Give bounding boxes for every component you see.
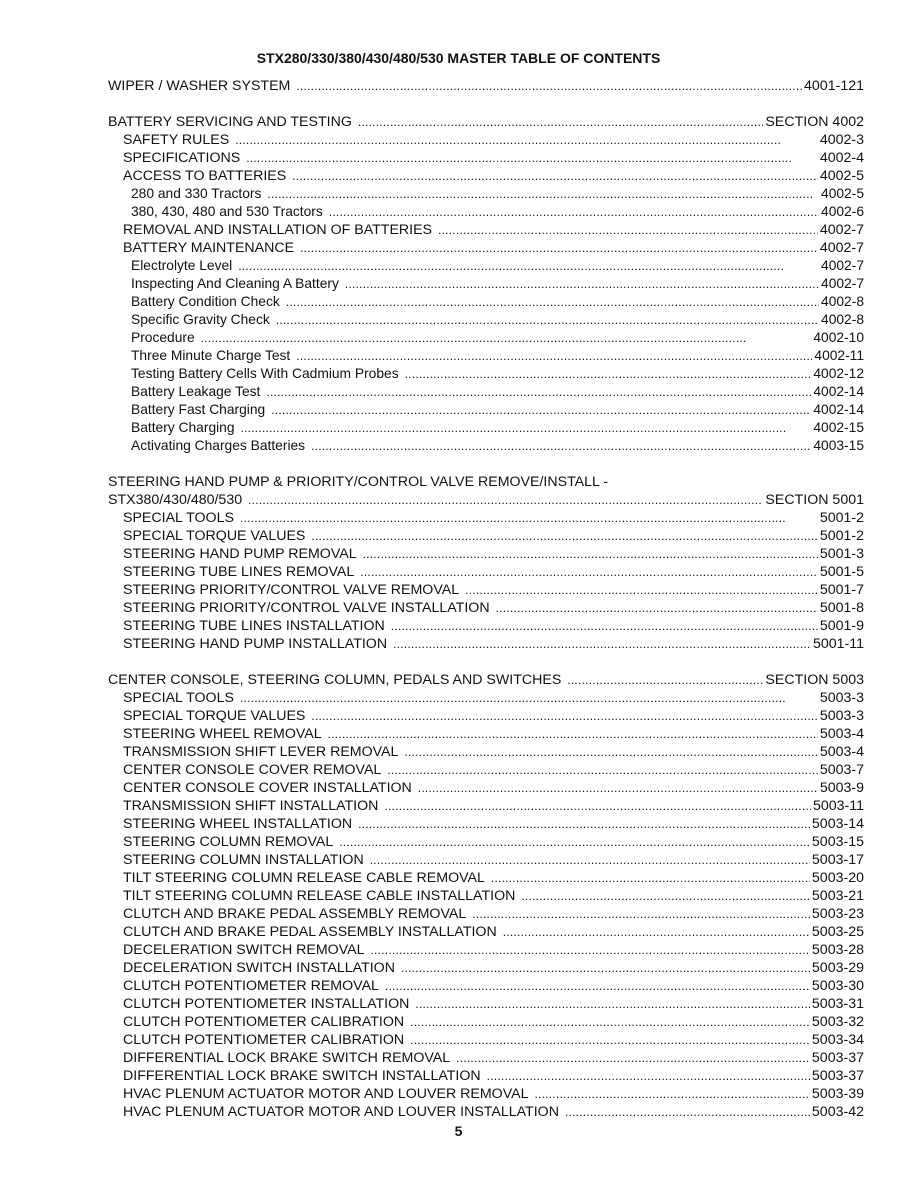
dot-leader [418, 779, 818, 797]
toc-entry[interactable] [108, 419, 864, 437]
toc-entry-page: 5003-23 [811, 906, 864, 922]
dot-leader [345, 275, 819, 293]
toc-entry-page: 5001-8 [819, 600, 864, 616]
toc-entry-page: 5003-17 [811, 852, 864, 868]
toc-entry-label: Procedure [131, 330, 195, 345]
toc-entry-page: 5003-15 [811, 834, 864, 850]
toc-entry[interactable] [108, 779, 864, 797]
toc-entry[interactable] [108, 941, 864, 959]
section-page-ref: SECTION 5003 [765, 672, 864, 688]
dot-leader [235, 131, 818, 149]
toc-entry-page: 4002-10 [813, 330, 864, 345]
toc-entry-page: 4002-3 [819, 132, 864, 148]
toc-entry[interactable] [108, 401, 864, 419]
toc-entry-page: 5001-2 [819, 528, 864, 544]
dot-leader [565, 1103, 810, 1121]
toc-entry[interactable] [108, 1085, 864, 1103]
toc-entry-page: 4002-14 [813, 384, 864, 399]
toc-entry[interactable] [108, 959, 864, 977]
toc-entry-label: STEERING COLUMN INSTALLATION [123, 852, 364, 868]
toc-entry[interactable] [108, 923, 864, 941]
toc-entry-label: REMOVAL AND INSTALLATION OF BATTERIES [123, 222, 433, 238]
dot-leader [296, 347, 812, 365]
dot-leader [339, 833, 810, 851]
toc-entry-page: 4002-5 [819, 168, 864, 184]
toc-entry-label: Specific Gravity Check [131, 312, 270, 327]
toc-entry-label: Testing Battery Cells With Cadmium Probes [131, 366, 399, 381]
toc-entry-label: Electrolyte Level [131, 258, 233, 273]
toc-entry[interactable] [108, 383, 864, 401]
toc-section [108, 113, 864, 455]
toc-entry-label: ACCESS TO BATTERIES [123, 168, 287, 184]
section-heading-label: CENTER CONSOLE, STEERING COLUMN, PEDALS AND SWITCHES [108, 672, 562, 688]
toc-entry-page: 5003-25 [811, 924, 864, 940]
toc-entry-page: 5003-11 [812, 798, 864, 814]
toc-entry[interactable] [108, 995, 864, 1013]
table-of-contents [108, 77, 864, 1121]
toc-section [108, 671, 864, 1121]
toc-section [108, 77, 864, 95]
dot-leader [487, 1067, 810, 1085]
toc-entry-label: HVAC PLENUM ACTUATOR MOTOR AND LOUVER INSTALLATION [123, 1104, 559, 1120]
dot-leader [201, 329, 812, 347]
toc-entry-page: 5003-30 [811, 978, 864, 994]
toc-entry-label: TRANSMISSION SHIFT LEVER REMOVAL [123, 744, 399, 760]
toc-entry-page: 5003-29 [811, 960, 864, 976]
section-heading[interactable] [108, 491, 864, 509]
toc-entry[interactable] [108, 293, 864, 311]
toc-entry[interactable] [108, 869, 864, 887]
toc-entry-page: 5003-9 [819, 780, 864, 796]
dot-leader [360, 563, 818, 581]
toc-entry-label: BATTERY MAINTENANCE [123, 240, 295, 256]
section-heading[interactable] [108, 113, 864, 131]
toc-entry[interactable] [108, 581, 864, 599]
section-heading-label: STX380/430/480/530 [108, 492, 243, 508]
toc-entry-page: 4002-5 [821, 186, 864, 201]
toc-entry-label: CLUTCH POTENTIOMETER CALIBRATION [123, 1014, 405, 1030]
toc-entry-page: 5003-21 [811, 888, 864, 904]
toc-entry[interactable] [108, 905, 864, 923]
dot-leader [248, 491, 763, 509]
toc-entry-page: 5003-4 [819, 726, 864, 742]
toc-entry-page: 5001-7 [819, 582, 864, 598]
toc-entry[interactable] [108, 275, 864, 293]
toc-entry[interactable] [108, 149, 864, 167]
toc-entry[interactable] [108, 761, 864, 779]
dot-leader [496, 599, 818, 617]
toc-entry[interactable] [108, 1067, 864, 1085]
toc-entry-label: TILT STEERING COLUMN RELEASE CABLE INSTALLATION [123, 888, 516, 904]
toc-entry-page: 4002-8 [821, 294, 864, 309]
toc-entry[interactable] [108, 329, 864, 347]
dot-leader [401, 959, 810, 977]
section-page-ref: 4001-121 [804, 78, 864, 94]
toc-entry-label: SPECIAL TORQUE VALUES [123, 708, 306, 724]
toc-entry-page: 4002-15 [813, 420, 864, 435]
toc-entry[interactable] [108, 509, 864, 527]
toc-entry-page: 5001-3 [819, 546, 864, 562]
toc-section [108, 473, 864, 653]
dot-leader [246, 149, 818, 167]
dot-leader [410, 1031, 810, 1049]
toc-entry[interactable] [108, 1031, 864, 1049]
dot-leader [405, 365, 812, 383]
toc-entry-page: 4003-15 [813, 438, 864, 453]
dot-leader [370, 941, 809, 959]
dot-leader [393, 635, 811, 653]
dot-leader [521, 887, 810, 905]
toc-entry-label: SPECIAL TORQUE VALUES [123, 528, 306, 544]
toc-entry-page: 4002-6 [821, 204, 864, 219]
toc-entry[interactable] [108, 257, 864, 275]
toc-entry[interactable] [108, 365, 864, 383]
toc-entry[interactable] [108, 977, 864, 995]
dot-leader [534, 1085, 809, 1103]
toc-entry[interactable] [108, 725, 864, 743]
toc-entry-label: 380, 430, 480 and 530 Tractors [131, 204, 323, 219]
toc-entry-label: DECELERATION SWITCH INSTALLATION [123, 960, 395, 976]
toc-entry-label: CENTER CONSOLE COVER INSTALLATION [123, 780, 412, 796]
toc-entry[interactable] [108, 815, 864, 833]
dot-leader [296, 77, 802, 95]
toc-entry-label: CLUTCH POTENTIOMETER INSTALLATION [123, 996, 410, 1012]
dot-leader [415, 995, 810, 1013]
toc-entry-page: 5003-34 [811, 1032, 864, 1048]
toc-entry-label: STEERING TUBE LINES REMOVAL [123, 564, 355, 580]
toc-entry-label: Battery Charging [131, 420, 235, 435]
toc-entry[interactable] [108, 797, 864, 815]
toc-entry-page: 5003-42 [811, 1104, 864, 1120]
toc-entry-label: Three Minute Charge Test [131, 348, 291, 363]
dot-leader [266, 383, 811, 401]
dot-leader [286, 293, 819, 311]
dot-leader [311, 707, 817, 725]
toc-entry-label: Battery Fast Charging [131, 402, 266, 417]
dot-leader [300, 239, 818, 257]
dot-leader [404, 743, 817, 761]
toc-entry[interactable] [108, 743, 864, 761]
toc-entry-label: STEERING HAND PUMP REMOVAL [123, 546, 357, 562]
toc-entry-label: CLUTCH AND BRAKE PEDAL ASSEMBLY REMOVAL [123, 906, 467, 922]
toc-entry-label: SAFETY RULES [123, 132, 230, 148]
section-heading-label: BATTERY SERVICING AND TESTING [108, 114, 352, 130]
toc-entry-label: STEERING HAND PUMP INSTALLATION [123, 636, 388, 652]
toc-entry-label: Battery Leakage Test [131, 384, 261, 399]
toc-entry[interactable] [108, 239, 864, 257]
toc-entry-label: DIFFERENTIAL LOCK BRAKE SWITCH INSTALLATION [123, 1068, 481, 1084]
toc-entry-page: 4002-7 [821, 276, 864, 291]
toc-entry-page: 4002-12 [813, 366, 864, 381]
toc-entry-label: SPECIFICATIONS [123, 150, 241, 166]
toc-entry[interactable] [108, 1013, 864, 1031]
toc-entry-label: SPECIAL TOOLS [123, 510, 234, 526]
section-page-ref: SECTION 5001 [765, 492, 864, 508]
toc-entry-page: 5003-39 [811, 1086, 864, 1102]
section-heading[interactable] [108, 77, 864, 95]
toc-entry[interactable] [108, 167, 864, 185]
section-heading[interactable] [108, 671, 864, 689]
dot-leader [567, 671, 763, 689]
toc-entry-label: STEERING WHEEL INSTALLATION [123, 816, 353, 832]
toc-entry[interactable] [108, 851, 864, 869]
toc-entry-page: 5001-11 [812, 636, 864, 652]
toc-entry-label: STEERING COLUMN REMOVAL [123, 834, 334, 850]
toc-entry[interactable] [108, 689, 864, 707]
toc-entry-page: 5003-37 [811, 1050, 864, 1066]
toc-entry[interactable] [108, 563, 864, 581]
toc-entry-page: 4002-7 [821, 258, 864, 273]
dot-leader [363, 545, 818, 563]
page-number: 5 [454, 1123, 463, 1139]
dot-leader [241, 419, 812, 437]
toc-entry-label: STEERING WHEEL REMOVAL [123, 726, 322, 742]
dot-leader [329, 203, 819, 221]
toc-entry-page: 4002-7 [819, 240, 864, 256]
toc-entry-label: TILT STEERING COLUMN RELEASE CABLE REMOVAL [123, 870, 485, 886]
toc-entry[interactable] [108, 185, 864, 203]
toc-entry-page: 5003-7 [819, 762, 864, 778]
toc-entry[interactable] [108, 707, 864, 725]
toc-entry[interactable] [108, 347, 864, 365]
toc-entry[interactable] [108, 887, 864, 905]
toc-entry-page: 4002-8 [821, 312, 864, 327]
toc-entry[interactable] [108, 131, 864, 149]
toc-entry-label: TRANSMISSION SHIFT INSTALLATION [123, 798, 379, 814]
toc-entry-label: STEERING TUBE LINES INSTALLATION [123, 618, 385, 634]
toc-entry-label: SPECIAL TOOLS [123, 690, 234, 706]
dot-leader [456, 1049, 810, 1067]
toc-entry[interactable] [108, 599, 864, 617]
dot-leader [271, 401, 811, 419]
toc-entry-page: 5003-37 [811, 1068, 864, 1084]
toc-entry[interactable] [108, 545, 864, 563]
dot-leader [311, 437, 811, 455]
toc-entry-page: 5003-4 [819, 744, 864, 760]
dot-leader [267, 185, 819, 203]
section-heading-line: STEERING HAND PUMP & PRIORITY/CONTROL VALVE REMOVE/INSTALL - [108, 474, 609, 490]
dot-leader [472, 905, 810, 923]
toc-entry-label: STEERING PRIORITY/CONTROL VALVE INSTALLATION [123, 600, 490, 616]
toc-entry[interactable] [108, 833, 864, 851]
toc-entry-page: 5001-5 [819, 564, 864, 580]
section-heading-label: WIPER / WASHER SYSTEM [108, 78, 291, 94]
dot-leader [385, 977, 810, 995]
dot-leader [465, 581, 818, 599]
toc-entry[interactable] [108, 311, 864, 329]
toc-entry-label: HVAC PLENUM ACTUATOR MOTOR AND LOUVER REMOVAL [123, 1086, 529, 1102]
dot-leader [384, 797, 811, 815]
toc-entry[interactable] [108, 221, 864, 239]
toc-entry-label: 280 and 330 Tractors [131, 186, 262, 201]
toc-entry[interactable] [108, 1049, 864, 1067]
toc-entry[interactable] [108, 437, 864, 455]
toc-entry-page: 5003-31 [811, 996, 864, 1012]
toc-entry[interactable] [108, 617, 864, 635]
dot-leader [276, 311, 819, 329]
section-page-ref: SECTION 4002 [765, 114, 864, 130]
toc-entry-page: 5003-32 [811, 1014, 864, 1030]
toc-entry[interactable] [108, 635, 864, 653]
dot-leader [503, 923, 810, 941]
dot-leader [311, 527, 817, 545]
toc-entry-page: 5001-9 [819, 618, 864, 634]
toc-entry-page: 5003-3 [819, 708, 864, 724]
toc-entry-label: STEERING PRIORITY/CONTROL VALVE REMOVAL [123, 582, 460, 598]
dot-leader [438, 221, 818, 239]
toc-entry-page: 5003-14 [811, 816, 864, 832]
dot-leader [410, 1013, 810, 1031]
toc-entry-label: CLUTCH POTENTIOMETER CALIBRATION [123, 1032, 405, 1048]
toc-entry-label: CENTER CONSOLE COVER REMOVAL [123, 762, 382, 778]
dot-leader [328, 725, 818, 743]
page-title: STX280/330/380/430/480/530 MASTER TABLE OF CONTENTS [256, 50, 661, 66]
toc-entry-label: CLUTCH POTENTIOMETER REMOVAL [123, 978, 379, 994]
toc-entry-page: 5003-20 [811, 870, 864, 886]
toc-entry-page: 5003-28 [811, 942, 864, 958]
dot-leader [391, 617, 818, 635]
toc-entry-page: 5003-3 [819, 690, 864, 706]
toc-entry-label: Battery Condition Check [131, 294, 280, 309]
toc-entry-label: DIFFERENTIAL LOCK BRAKE SWITCH REMOVAL [123, 1050, 451, 1066]
toc-entry-page: 4002-14 [813, 402, 864, 417]
toc-entry-page: 4002-7 [819, 222, 864, 238]
dot-leader [491, 869, 810, 887]
toc-entry[interactable] [108, 527, 864, 545]
toc-entry-label: DECELERATION SWITCH REMOVAL [123, 942, 365, 958]
dot-leader [358, 815, 810, 833]
dot-leader [240, 509, 818, 527]
toc-entry[interactable] [108, 1103, 864, 1121]
dot-leader [370, 851, 810, 869]
dot-leader [358, 113, 764, 131]
toc-entry[interactable] [108, 203, 864, 221]
toc-entry-label: Inspecting And Cleaning A Battery [131, 276, 339, 291]
dot-leader [240, 689, 818, 707]
toc-entry-page: 4002-11 [814, 348, 864, 363]
dot-leader [238, 257, 819, 275]
toc-entry-page: 5001-2 [819, 510, 864, 526]
toc-entry-page: 4002-4 [819, 150, 864, 166]
dot-leader [387, 761, 818, 779]
toc-entry-label: Activating Charges Batteries [131, 438, 306, 453]
toc-entry-label: CLUTCH AND BRAKE PEDAL ASSEMBLY INSTALLATION [123, 924, 497, 940]
dot-leader [292, 167, 818, 185]
